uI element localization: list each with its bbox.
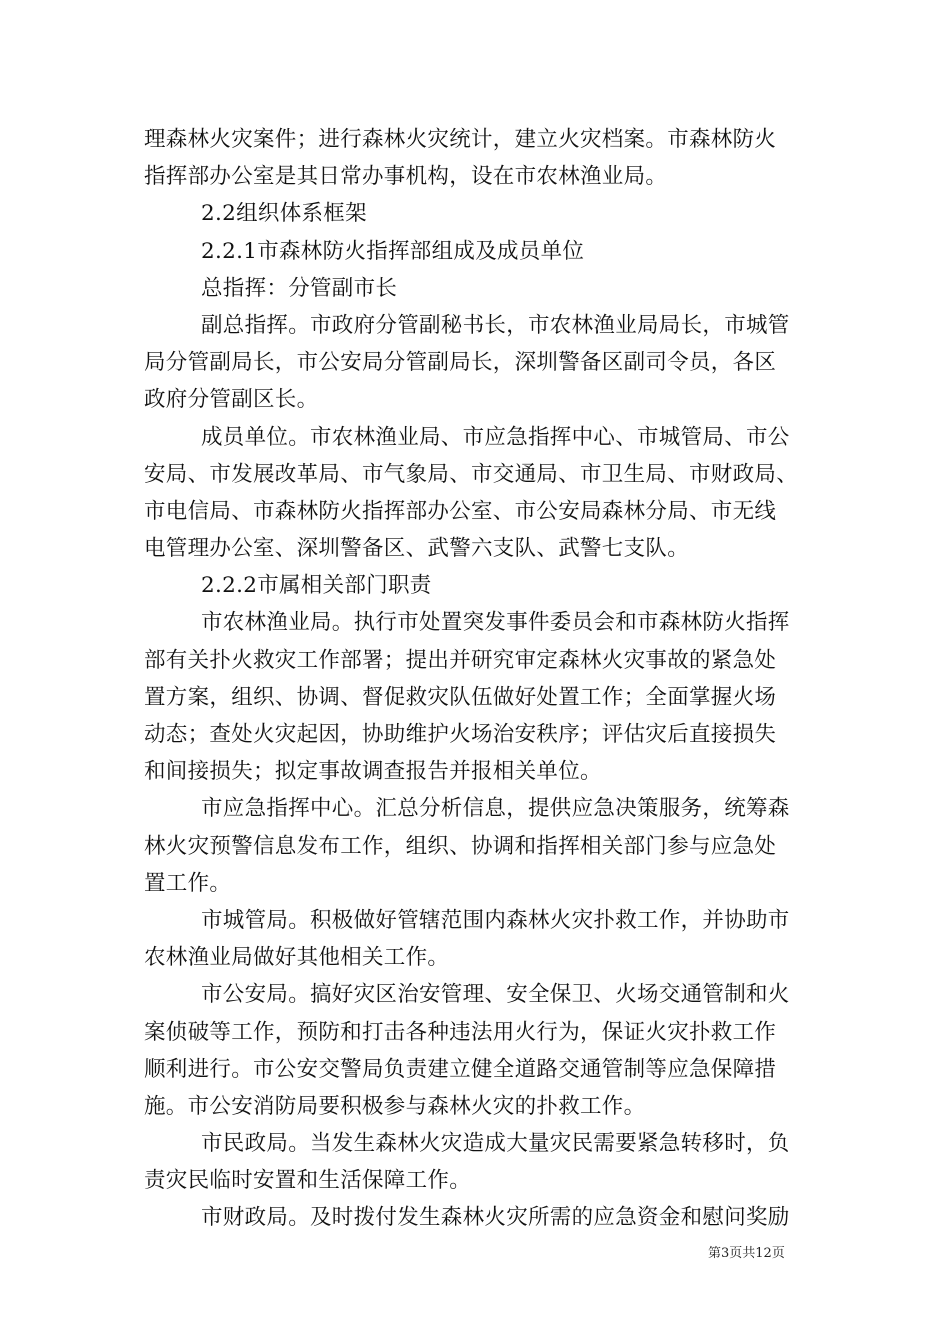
text-line: 市农林渔业局。执行市处置突发事件委员会和市森林防火指挥 xyxy=(201,610,790,636)
text-line: 局分管副局长，市公安局分管副局长，深圳警备区副司令员，各区 xyxy=(144,350,777,376)
text-line: 安局、市发展改革局、市气象局、市交通局、市卫生局、市财政局、 xyxy=(144,461,799,487)
text-line: 政府分管副区长。 xyxy=(144,387,319,413)
text-line: 市公安局。搞好灾区治安管理、安全保卫、火场交通管制和火 xyxy=(201,982,790,1008)
text-line: 2.2组织体系框架 xyxy=(201,201,367,227)
text-line: 市民政局。当发生森林火灾造成大量灾民需要紧急转移时，负 xyxy=(201,1131,790,1157)
document-body xyxy=(144,121,820,1237)
text-line: 林火灾预警信息发布工作，组织、协调和指挥相关部门参与应急处 xyxy=(144,833,777,859)
text-line: 电管理办公室、深圳警备区、武警六支队、武警七支队。 xyxy=(144,536,690,562)
text-line: 置工作。 xyxy=(144,870,232,896)
text-line: 动态；查处火灾起因，协助维护火场治安秩序；评估灾后直接损失 xyxy=(144,722,777,747)
text-line: 理森林火灾案件；进行森林火灾统计，建立火灾档案。市森林防火 xyxy=(144,127,777,152)
text-line: 成员单位。市农林渔业局、市应急指挥中心、市城管局、市公 xyxy=(201,424,790,450)
page-number: 第3页共12页 xyxy=(708,1246,785,1261)
text-line: 2.2.1市森林防火指挥部组成及成员单位 xyxy=(201,238,585,264)
text-line: 部有关扑火救灾工作部署；提出并研究审定森林火灾事故的紧急处 xyxy=(144,647,777,673)
text-line: 农林渔业局做好其他相关工作。 xyxy=(144,945,450,971)
text-line: 市应急指挥中心。汇总分析信息，提供应急决策服务，统筹森 xyxy=(201,796,790,822)
text-line: 责灾民临时安置和生活保障工作。 xyxy=(144,1168,472,1194)
text-line: 施。市公安消防局要积极参与森林火灾的扑救工作。 xyxy=(144,1093,646,1119)
text-line: 指挥部办公室是其日常办事机构，设在市农林渔业局。 xyxy=(144,164,668,190)
text-line: 案侦破等工作，预防和打击各种违法用火行为，保证火灾扑救工作 xyxy=(144,1019,777,1045)
text-line: 市电信局、市森林防火指挥部办公室、市公安局森林分局、市无线 xyxy=(144,498,777,524)
text-line: 市财政局。及时拨付发生森林火灾所需的应急资金和慰问奖励 xyxy=(201,1205,790,1231)
text-line: 2.2.2市属相关部门职责 xyxy=(201,573,432,599)
text-line: 总指挥：分管副市长 xyxy=(201,275,398,301)
text-line: 副总指挥。市政府分管副秘书长，市农林渔业局局长，市城管 xyxy=(201,312,790,338)
text-line: 市城管局。积极做好管辖范围内森林火灾扑救工作，并协助市 xyxy=(201,907,790,933)
text-line: 和间接损失；拟定事故调查报告并报相关单位。 xyxy=(144,759,602,785)
text-line: 置方案，组织、协调、督促救灾队伍做好处置工作；全面掌握火场 xyxy=(144,684,777,710)
text-line: 顺利进行。市公安交警局负责建立健全道路交通管制等应急保障措 xyxy=(144,1056,777,1082)
